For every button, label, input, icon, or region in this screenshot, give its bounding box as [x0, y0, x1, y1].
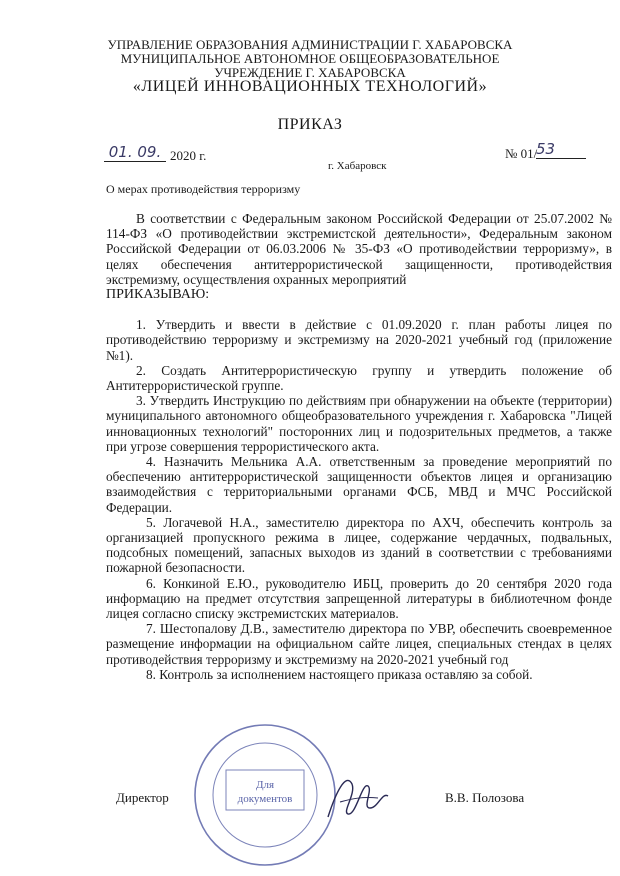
order-word: ПРИКАЗЫВАЮ:: [106, 287, 210, 303]
stamp-center-line-1: Для: [255, 779, 275, 791]
stamp-center-line-2: документов: [237, 793, 293, 805]
date-handwritten: 01. 09.: [104, 143, 166, 162]
item-5: 5. Логачевой Н.А., заместителю директора по АХЧ, обеспечить контроль за организацией пропускного режима в лицее, содержание чердачных, подвальных, подсобных помещений, запасных выходов из зданий в соответствии с требованиями пожарной безопасности.: [106, 514, 612, 576]
org-name: «ЛИЦЕЙ ИННОВАЦИОННЫХ ТЕХНОЛОГИЙ»: [132, 78, 488, 95]
signature-scribble: [318, 762, 398, 832]
item-8: 8. Контроль за исполнением настоящего приказа оставляю за собой.: [146, 666, 533, 682]
item-6: 6. Конкиной Е.Ю., руководителю ИБЦ, проверить до 20 сентября 2020 года информацию на предмет отсутствия запрещенной литературы в библиотечном фонде лицея согласно списку экстремистских материалов.: [106, 575, 612, 622]
item-1: 1. Утвердить и ввести в действие с 01.09.2020 г. план работы лицея по противодействию терроризму и экстремизму на 2020-2021 учебный год (приложение №1).: [106, 317, 612, 363]
date-suffix: 2020 г.: [170, 148, 207, 163]
number-prefix: № 01/: [505, 146, 538, 161]
item-4: 4. Назначить Мельника А.А. ответственным за проведение мероприятий по обеспечению антитеррористической защищенности объектов лицея и организацию взаимодействия с территориальными органами ФСБ, МВД и МЧС Российской Федерации.: [106, 454, 612, 515]
doc-type: ПРИКАЗ: [277, 116, 343, 133]
number-handwritten: 53: [536, 140, 586, 159]
city: г. Хабаровск: [328, 160, 387, 172]
item-7: 7. Шестопалову Д.В., заместителю директора по УВР, обеспечить своевременное размещение информации на официальном сайте лицея, специальных стендах в целях противодействия терроризму и экстремизму на 2020-2021 учебный год: [106, 621, 612, 667]
org-line-3: УЧРЕЖДЕНИЕ Г. ХАБАРОВСКА: [214, 65, 406, 80]
signatory-name: В.В. Полозова: [445, 790, 525, 805]
preamble: В соответствии с Федеральным законом Российской Федерации от 25.07.2002 № 114-ФЗ «О противодействии экстремистской деятельности», Федеральным законом Российской Федерации от 06.03.2006 № 35-ФЗ «О противодействии терроризму», в целях обеспечения антитеррористической защищенности, противодействия экстремизму, осуществления охранных мероприятий: [106, 211, 612, 287]
org-line-2: МУНИЦИПАЛЬНОЕ АВТОНОМНОЕ ОБЩЕОБРАЗОВАТЕЛЬНОЕ: [120, 51, 500, 66]
doc-subject: О мерах противодействия терроризму: [106, 182, 301, 196]
item-2: 2. Создать Антитеррористическую группу и утвердить положение об Антитеррористической группе.: [106, 362, 612, 394]
org-line-1: УПРАВЛЕНИЕ ОБРАЗОВАНИЯ АДМИНИСТРАЦИИ Г. ХАБАРОВСКА: [107, 37, 513, 52]
signatory-position: Директор: [116, 790, 169, 805]
document-body: [106, 211, 612, 682]
item-3: 3. Утвердить Инструкцию по действиям при обнаружении на объекте (территории) муниципального автономного общеобразовательного учреждения г. Хабаровска "Лицей инновационных технологий" посторонних лиц и подозрительных предметов, а также при угрозе совершения террористического акта.: [106, 393, 612, 454]
